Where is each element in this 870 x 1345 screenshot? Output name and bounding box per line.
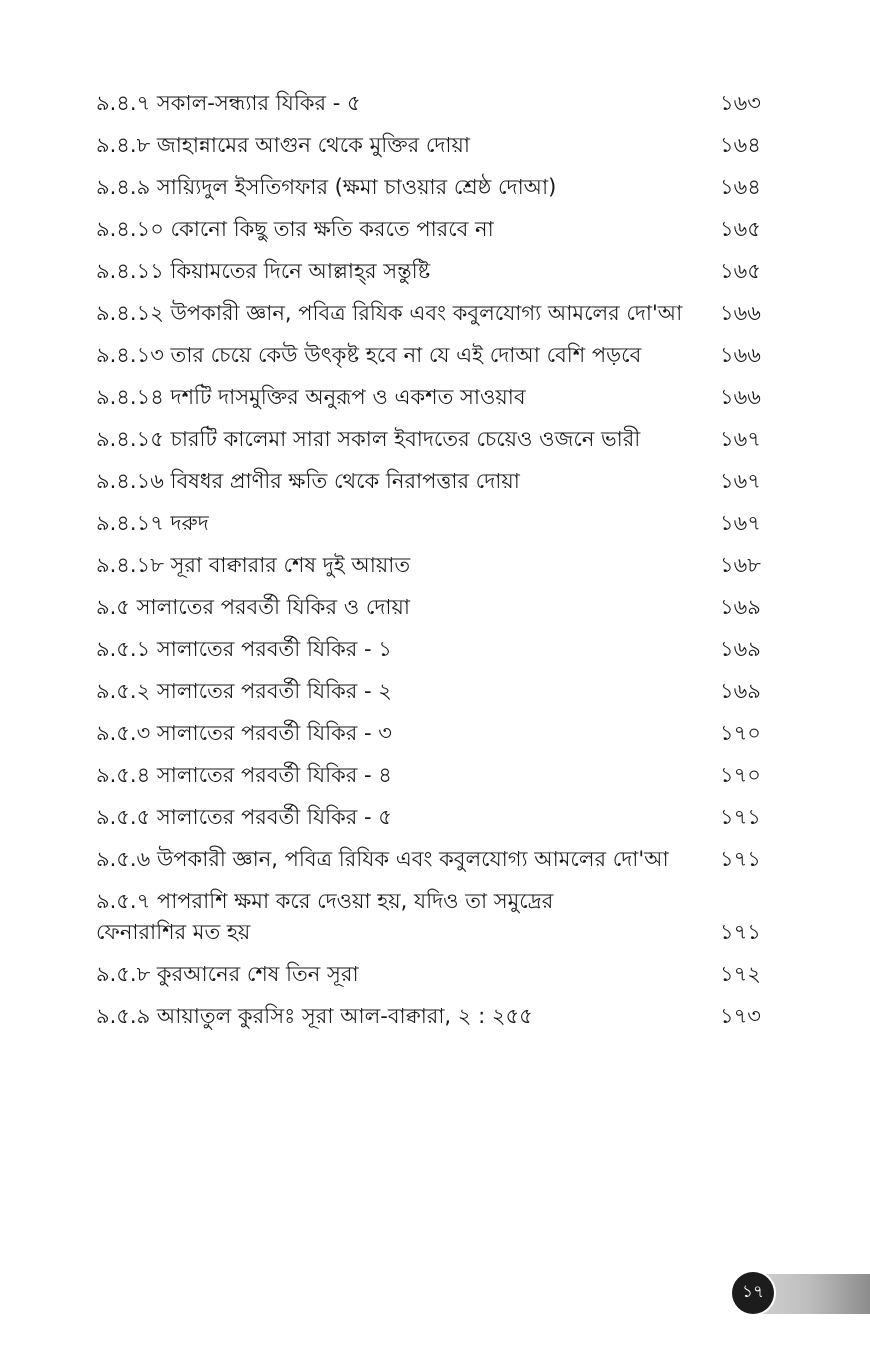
toc-entry-page: ১৬৭ bbox=[720, 469, 761, 493]
toc-entry bbox=[96, 298, 760, 329]
toc-entry-title: ৯.৫.৬ উপকারী জ্ঞান, পবিত্র রিযিক এবং কবুলযোগ্য আমলের দো'আ bbox=[96, 847, 669, 871]
toc-entry-title: ৯.৫.৩ সালাতের পরবর্তী যিকির - ৩ bbox=[96, 721, 392, 745]
toc-entry bbox=[96, 130, 760, 161]
toc-entry-page: ১৬৫ bbox=[720, 259, 761, 283]
toc-entry bbox=[96, 172, 760, 203]
toc-entry bbox=[96, 214, 760, 245]
toc-entry-title: ৯.৪.১৫ চারটি কালেমা সারা সকাল ইবাদতের চেয়েও ওজনে ভারী bbox=[96, 427, 641, 451]
page-tab-gradient bbox=[760, 1274, 870, 1314]
toc-entry bbox=[96, 550, 760, 581]
toc-entry-page: ১৭৩ bbox=[720, 1004, 761, 1028]
toc-entry-title: ৯.৫ সালাতের পরবর্তী যিকির ও দোয়া bbox=[96, 595, 410, 619]
toc-entry bbox=[96, 592, 760, 623]
toc-entry-title: ৯.৪.৮ জাহান্নামের আগুন থেকে মুক্তির দোয়া bbox=[96, 133, 470, 157]
toc-entry bbox=[96, 256, 760, 287]
toc-entry-title: ৯.৪.১৮ সূরা বাক্বারার শেষ দুই আয়াত bbox=[96, 553, 411, 577]
toc-entry-page: ১৬৭ bbox=[720, 427, 761, 451]
toc-entry-page: ১৬৪ bbox=[720, 175, 761, 199]
toc-entry bbox=[96, 382, 760, 413]
toc-entry-page: ১৭১ bbox=[720, 920, 761, 944]
toc-entry-title: ৯.৪.১২ উপকারী জ্ঞান, পবিত্র রিযিক এবং কবুলযোগ্য আমলের দো'আ bbox=[96, 301, 683, 325]
toc-entry bbox=[96, 424, 760, 455]
toc-entry-page: ১৬৬ bbox=[720, 301, 761, 325]
toc-entry-title: ৯.৪.১৬ বিষধর প্রাণীর ক্ষতি থেকে নিরাপত্তার দোয়া bbox=[96, 469, 520, 493]
toc-entry-title: ৯.৫.৪ সালাতের পরবর্তী যিকির - ৪ bbox=[96, 763, 392, 787]
toc-entry-title: ৯.৫.৭ পাপরাশি ক্ষমা করে দেওয়া হয়, যদিও তা সমুদ্রের ফেনারাশির মত হয় bbox=[96, 889, 554, 944]
toc-entry bbox=[96, 760, 760, 791]
toc-entry bbox=[96, 676, 760, 707]
toc-entry-title: ৯.৫.৮ কুরআনের শেষ তিন সূরা bbox=[96, 962, 359, 986]
toc-entry-page: ১৬৬ bbox=[720, 385, 761, 409]
toc-entry-page: ১৬৪ bbox=[720, 133, 761, 157]
toc-entry bbox=[96, 802, 760, 833]
toc-entry-page: ১৬৯ bbox=[720, 637, 761, 661]
toc-entry-page: ১৬৭ bbox=[720, 511, 761, 535]
toc-entry bbox=[96, 88, 760, 119]
toc-entry-title: ৯.৫.৯ আয়াতুল কুরসিঃ সূরা আল-বাক্বারা, ২ : ২৫৫ bbox=[96, 1004, 533, 1028]
toc-entry bbox=[96, 466, 760, 497]
toc-entry-page: ১৬৬ bbox=[720, 343, 761, 367]
toc-entry-title: ৯.৫.৫ সালাতের পরবর্তী যিকির - ৫ bbox=[96, 805, 392, 829]
toc-entry-page: ১৬৫ bbox=[720, 217, 761, 241]
toc-entry-title: ৯.৪.১৭ দরুদ bbox=[96, 511, 209, 535]
table-of-contents bbox=[96, 88, 760, 1043]
page-number: ১৭ bbox=[741, 1282, 765, 1302]
toc-entry-title: ৯.৪.৭ সকাল-সন্ধ্যার যিকির - ৫ bbox=[96, 91, 361, 115]
toc-entry bbox=[96, 886, 760, 948]
toc-entry-title: ৯.৪.১৪ দশটি দাসমুক্তির অনুরূপ ও একশত সাওয়াব bbox=[96, 385, 526, 409]
toc-entry-page: ১৬৯ bbox=[720, 679, 761, 703]
toc-entry bbox=[96, 340, 760, 371]
toc-entry-title: ৯.৫.১ সালাতের পরবর্তী যিকির - ১ bbox=[96, 637, 392, 661]
toc-entry-page: ১৭১ bbox=[720, 847, 761, 871]
toc-entry-page: ১৬৩ bbox=[720, 91, 761, 115]
toc-entry-title: ৯.৪.১০ কোনো কিছু তার ক্ষতি করতে পারবে না bbox=[96, 217, 494, 241]
toc-entry-page: ১৭০ bbox=[720, 763, 761, 787]
toc-entry-title: ৯.৫.২ সালাতের পরবর্তী যিকির - ২ bbox=[96, 679, 392, 703]
toc-entry-page: ১৭০ bbox=[720, 721, 761, 745]
toc-entry-title: ৯.৪.১৩ তার চেয়ে কেউ উৎকৃষ্ট হবে না যে এই দোআ বেশি পড়বে bbox=[96, 343, 642, 367]
toc-entry bbox=[96, 844, 760, 875]
toc-entry bbox=[96, 1001, 760, 1032]
toc-entry bbox=[96, 718, 760, 749]
page-number-badge bbox=[732, 1272, 774, 1314]
toc-entry-title: ৯.৪.১১ কিয়ামতের দিনে আল্লাহ্‌র সন্তুষ্টি bbox=[96, 259, 431, 283]
toc-entry-title: ৯.৪.৯ সায়্যিদুল ইসতিগফার (ক্ষমা চাওয়ার শ্রেষ্ঠ দোআ) bbox=[96, 175, 557, 199]
toc-entry-page: ১৬৮ bbox=[720, 553, 761, 577]
toc-entry-page: ১৭১ bbox=[720, 805, 761, 829]
toc-entry bbox=[96, 634, 760, 665]
toc-entry-page: ১৬৯ bbox=[720, 595, 761, 619]
toc-entry bbox=[96, 508, 760, 539]
toc-entry-page: ১৭২ bbox=[720, 962, 761, 986]
toc-entry bbox=[96, 959, 760, 990]
